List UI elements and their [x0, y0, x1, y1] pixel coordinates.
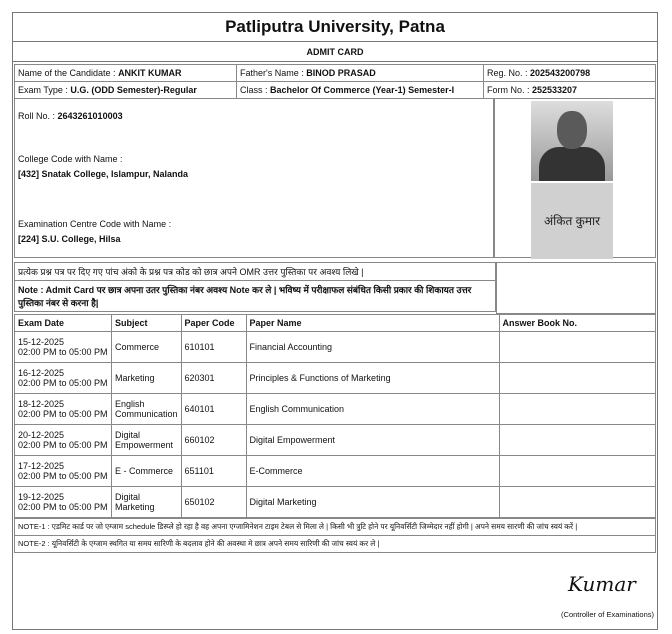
paper-name: English Communication — [246, 394, 499, 425]
form-no: Form No. : 252533207 — [484, 82, 656, 99]
centre-name: [224] S.U. College, Hilsa — [18, 234, 121, 244]
subject: Marketing — [112, 363, 182, 394]
subject: Digital Empowerment — [112, 425, 182, 456]
candidate-photo — [531, 101, 613, 181]
exam-date: 17-12-2025 02:00 PM to 05:00 PM — [15, 456, 112, 487]
table-row — [15, 487, 656, 518]
header-paper-code: Paper Code — [181, 315, 246, 332]
header-subject: Subject — [112, 315, 182, 332]
card-title: ADMIT CARD — [12, 43, 658, 62]
table-row — [15, 394, 656, 425]
subject: E - Commerce — [112, 456, 182, 487]
class: Class : Bachelor Of Commerce (Year-1) Semester-I — [237, 82, 484, 99]
answer-book-no — [499, 394, 655, 425]
instruction-2: Note : Admit Card पर छात्र अपना उतर पुस्तिका नंबर अवश्य Note कर ले | भविष्य में परीक्षाफल संबंधित किसी प्रकार की शिकायत उत्तर पुस्तिका नंबर से करना है| — [15, 280, 495, 311]
table-row — [15, 425, 656, 456]
subject: English Communication — [112, 394, 182, 425]
answer-book-no — [499, 332, 655, 363]
exam-date: 15-12-2025 02:00 PM to 05:00 PM — [15, 332, 112, 363]
candidate-name: Name of the Candidate : ANKIT KUMAR — [15, 65, 237, 82]
paper-name: Digital Empowerment — [246, 425, 499, 456]
paper-name: Digital Marketing — [246, 487, 499, 518]
paper-name: Financial Accounting — [246, 332, 499, 363]
blank-cell — [496, 262, 656, 314]
exam-date: 19-12-2025 02:00 PM to 05:00 PM — [15, 487, 112, 518]
footer-notes — [14, 518, 656, 553]
table-row — [15, 363, 656, 394]
candidate-details — [14, 98, 494, 258]
reg-no: Reg. No. : 202543200798 — [484, 65, 656, 82]
roll-no: Roll No. : 2643261010003 — [18, 111, 123, 121]
answer-book-no — [499, 487, 655, 518]
paper-code: 620301 — [181, 363, 246, 394]
candidate-signature: अंकित कुमार — [531, 183, 613, 259]
paper-code: 640101 — [181, 394, 246, 425]
subject: Digital Marketing — [112, 487, 182, 518]
answer-book-no — [499, 456, 655, 487]
exam-type: Exam Type : U.G. (ODD Semester)-Regular — [15, 82, 237, 99]
paper-code: 660102 — [181, 425, 246, 456]
exam-date: 16-12-2025 02:00 PM to 05:00 PM — [15, 363, 112, 394]
centre-label: Examination Centre Code with Name : — [18, 219, 172, 229]
candidate-info-table — [14, 64, 656, 99]
answer-book-no — [499, 363, 655, 394]
paper-name: E-Commerce — [246, 456, 499, 487]
note-1: NOTE-1 : एडमिट कार्ड पर जो एग्जाम schedule डिस्प्ले हो रहा है वह अपना एग्जामिनेशन टाइम टेबल से मिला ले | किसी भी त्रुटि होने पर यूनिवर्सिटी जिम्मेदार नहीं होगी | अपने समय सारणी की जांच स्वयं करें | — [18, 522, 578, 531]
paper-code: 610101 — [181, 332, 246, 363]
header-exam-date: Exam Date — [15, 315, 112, 332]
instruction-1: प्रत्येक प्रश्न पत्र पर दिए गए पांच अंको के प्रश्न पत्र कोड को छात्र अपने OMR उत्तर पुस्तिका पर अवश्य लिखे | — [18, 267, 364, 277]
university-title: Patliputra University, Patna — [12, 12, 658, 42]
table-row — [15, 456, 656, 487]
header-paper-name: Paper Name — [246, 315, 499, 332]
instructions — [14, 262, 496, 312]
controller-label: (Controller of Examinations) — [561, 610, 654, 619]
header-answer-book: Answer Book No. — [499, 315, 655, 332]
exam-date: 20-12-2025 02:00 PM to 05:00 PM — [15, 425, 112, 456]
table-row — [15, 332, 656, 363]
subject: Commerce — [112, 332, 182, 363]
photo-box — [494, 98, 656, 258]
exam-schedule-table — [14, 314, 656, 518]
paper-code: 651101 — [181, 456, 246, 487]
controller-signature: Kumar — [568, 572, 636, 596]
exam-date: 18-12-2025 02:00 PM to 05:00 PM — [15, 394, 112, 425]
father-name: Father's Name : BINOD PRASAD — [237, 65, 484, 82]
college-label: College Code with Name : — [18, 154, 123, 164]
paper-name: Principles & Functions of Marketing — [246, 363, 499, 394]
answer-book-no — [499, 425, 655, 456]
college-name: [432] Snatak College, Islampur, Nalanda — [18, 169, 189, 179]
note-2: NOTE-2 : यूनिवर्सिटी के एग्जाम स्थगित या समय सारिणी के बदलाव होने की अवस्था मे छात्र अपने समय सारिणी की जांच स्वयं कर ले | — [15, 535, 655, 552]
paper-code: 650102 — [181, 487, 246, 518]
